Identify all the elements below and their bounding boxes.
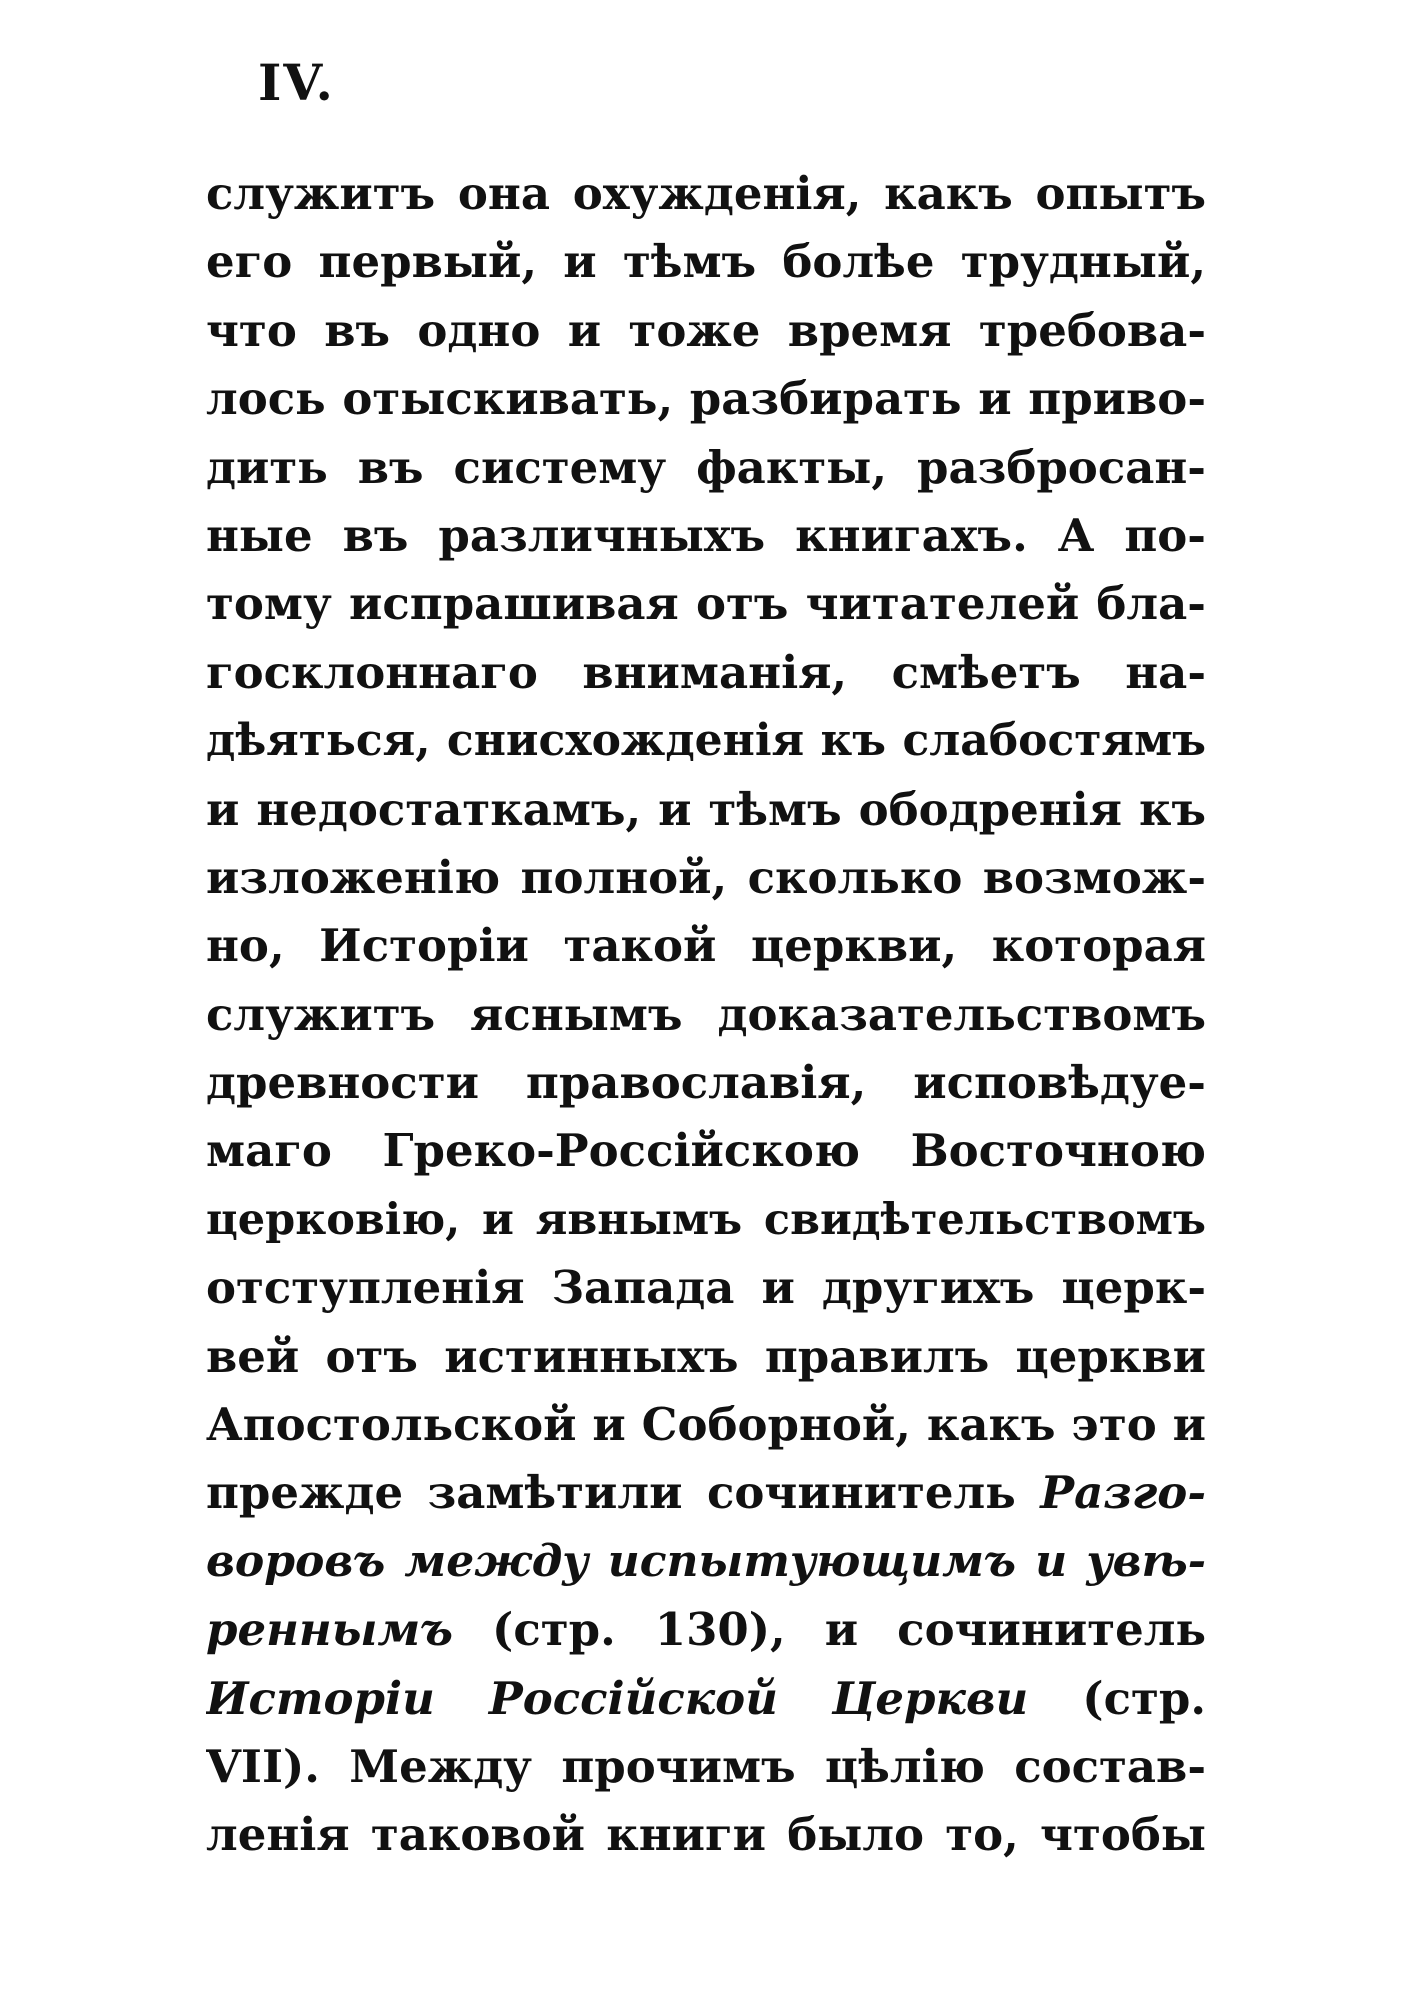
- text-segment: что въ одно и тоже время требова-: [206, 303, 1206, 357]
- text-segment: лось отыскивать, разбирать и приво-: [206, 372, 1206, 426]
- text-line: [206, 1323, 1206, 1391]
- page-number: IV.: [258, 53, 335, 112]
- text-segment: ные въ различныхъ книгахъ. А по-: [206, 508, 1206, 562]
- text-line: [206, 844, 1206, 912]
- text-line: [206, 776, 1206, 844]
- text-segment: (стр.: [1028, 1671, 1206, 1725]
- text-segment: служитъ она охужденія, какъ опытъ: [206, 167, 1206, 220]
- text-line: [206, 160, 1206, 228]
- text-line: [206, 912, 1206, 980]
- italic-text: реннымъ: [206, 1603, 453, 1657]
- text-segment: прежде замѣтили сочинитель: [206, 1466, 1041, 1520]
- text-segment: VII). Между прочимъ цѣлію состав-: [206, 1739, 1206, 1793]
- text-segment: и недостаткамъ, и тѣмъ ободренія къ: [206, 782, 1206, 836]
- text-line: [206, 1254, 1206, 1322]
- text-segment: маго Греко-Россійскою Восточною: [206, 1124, 1206, 1178]
- text-line: [206, 707, 1206, 775]
- text-line: [206, 502, 1206, 570]
- text-line: [206, 1117, 1206, 1185]
- text-segment: вей отъ истинныхъ правилъ церкви: [206, 1329, 1206, 1383]
- text-segment: тому испрашивая отъ читателей бла-: [206, 577, 1206, 631]
- text-segment: (стр. 130), и сочинитель: [453, 1603, 1206, 1657]
- body-text: [206, 160, 1206, 1870]
- text-line: [206, 1596, 1206, 1664]
- text-segment: древности православія, исповѣдуе-: [206, 1056, 1206, 1110]
- text-segment: но, Исторіи такой церкви, которая: [206, 919, 1206, 973]
- text-segment: церковію, и явнымъ свидѣтельствомъ: [206, 1194, 1206, 1245]
- text-line: [206, 1049, 1206, 1117]
- text-line: [206, 1186, 1206, 1254]
- text-segment: служитъ яснымъ доказательствомъ: [206, 987, 1206, 1041]
- text-line: [206, 434, 1206, 502]
- text-segment: ленія таковой книги было то, чтобы: [206, 1808, 1206, 1862]
- text-segment: дить въ систему факты, разбросан-: [206, 440, 1206, 494]
- text-segment: дѣяться, снисхожденія къ слабостямъ: [206, 715, 1206, 767]
- text-segment: Апостольской и Соборной, какъ это и: [206, 1398, 1206, 1452]
- text-line: [206, 1801, 1206, 1869]
- text-line: [206, 639, 1206, 707]
- text-line: [206, 1459, 1206, 1527]
- text-line: [206, 365, 1206, 433]
- italic-text: Исторіи Россійской Церкви: [206, 1671, 1029, 1725]
- text-segment: госклоннаго вниманія, смѣетъ на-: [206, 645, 1206, 699]
- text-line: [206, 1733, 1206, 1801]
- text-segment: изложенію полной, сколько возмож-: [206, 850, 1206, 904]
- text-line: [206, 1528, 1206, 1596]
- text-line: [206, 570, 1206, 638]
- text-line: [206, 297, 1206, 365]
- text-line: [206, 1391, 1206, 1459]
- text-line: [206, 1665, 1206, 1733]
- italic-text: воровъ между испытующимъ и увѣ-: [206, 1535, 1206, 1587]
- text-line: [206, 228, 1206, 296]
- text-line: [206, 981, 1206, 1049]
- text-segment: его первый, и тѣмъ болѣе трудный,: [206, 235, 1206, 289]
- italic-text: Разго-: [1040, 1466, 1206, 1520]
- text-segment: отступленія Запада и другихъ церк-: [206, 1261, 1206, 1315]
